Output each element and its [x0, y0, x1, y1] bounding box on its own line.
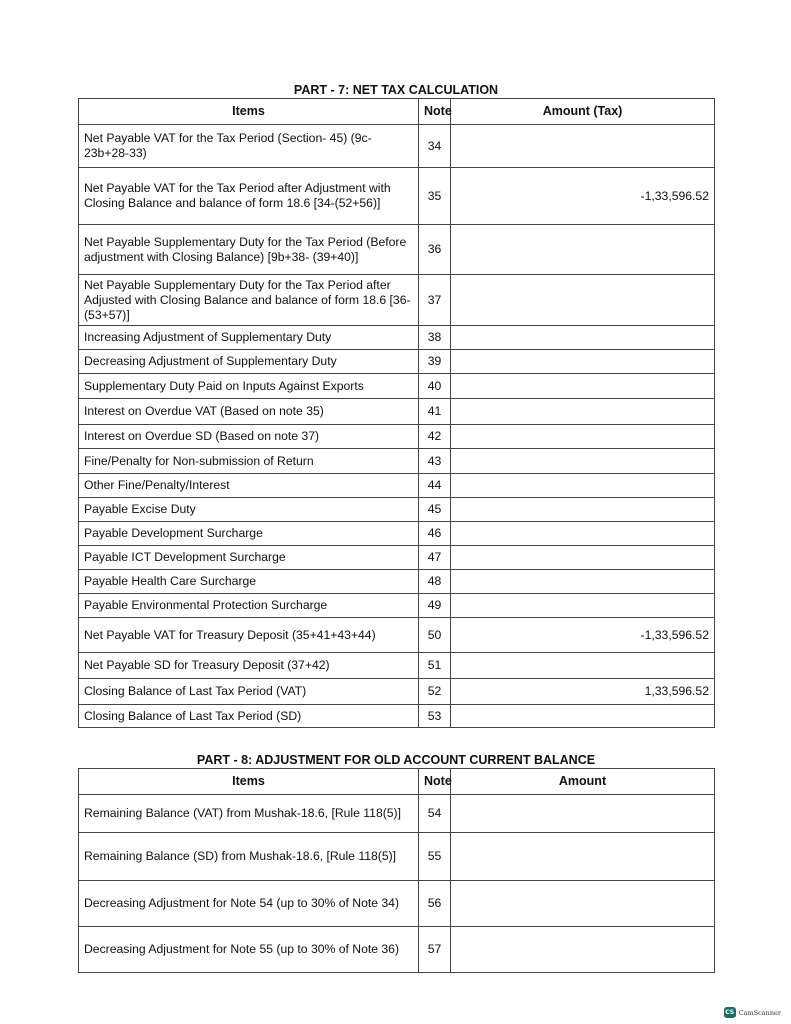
- net-tax-calculation-table: [78, 98, 715, 728]
- table-row: [79, 425, 715, 449]
- note-number: 46: [419, 522, 451, 546]
- note-number: 42: [419, 425, 451, 449]
- item-label: Decreasing Adjustment for Note 54 (up to 30% of Note 34): [79, 881, 419, 927]
- note-number: 45: [419, 498, 451, 522]
- amount-cell[interactable]: [451, 705, 715, 728]
- table-row: [79, 679, 715, 705]
- amount-cell[interactable]: [451, 125, 715, 168]
- amount-cell[interactable]: [451, 594, 715, 618]
- table-row: [79, 833, 715, 881]
- amount-cell[interactable]: [451, 881, 715, 927]
- table-row: [79, 168, 715, 225]
- item-label: Other Fine/Penalty/Interest: [79, 474, 419, 498]
- note-number: 52: [419, 679, 451, 705]
- table-row: [79, 522, 715, 546]
- note-number: 49: [419, 594, 451, 618]
- table-row: [79, 498, 715, 522]
- amount-cell[interactable]: [451, 399, 715, 425]
- amount-cell[interactable]: [451, 570, 715, 594]
- table-row: [79, 449, 715, 474]
- item-label: Net Payable SD for Treasury Deposit (37+42): [79, 653, 419, 679]
- table-row: [79, 570, 715, 594]
- part7-title: PART - 7: NET TAX CALCULATION: [293, 83, 499, 97]
- amount-cell[interactable]: [451, 795, 715, 833]
- note-number: 44: [419, 474, 451, 498]
- amount-cell[interactable]: [451, 225, 715, 275]
- amount-cell[interactable]: [451, 498, 715, 522]
- camscanner-label: CamScanner: [738, 1008, 781, 1017]
- note-number: 41: [419, 399, 451, 425]
- item-label: Increasing Adjustment of Supplementary Duty: [79, 326, 419, 350]
- table-row: [79, 795, 715, 833]
- item-label: Payable ICT Development Surcharge: [79, 546, 419, 570]
- amount-header: Amount: [451, 769, 715, 795]
- table-row: [79, 546, 715, 570]
- note-number: 36: [419, 225, 451, 275]
- note-number: 39: [419, 350, 451, 374]
- note-number: 56: [419, 881, 451, 927]
- note-number: 48: [419, 570, 451, 594]
- amount-cell[interactable]: [451, 275, 715, 326]
- note-number: 47: [419, 546, 451, 570]
- amount-cell[interactable]: [451, 833, 715, 881]
- table-row: [79, 881, 715, 927]
- note-number: 51: [419, 653, 451, 679]
- table-row: [79, 474, 715, 498]
- items-header: Items: [79, 99, 419, 125]
- table-row: [79, 374, 715, 399]
- item-label: Net Payable Supplementary Duty for the Tax Period after Adjusted with Closing Balance and balance of form 18.6 [36-(53+57)]: [79, 275, 419, 326]
- note-number: 38: [419, 326, 451, 350]
- item-label: Interest on Overdue VAT (Based on note 35): [79, 399, 419, 425]
- items-header: Items: [79, 769, 419, 795]
- item-label: Net Payable VAT for the Tax Period (Section- 45) (9c-23b+28-33): [79, 125, 419, 168]
- item-label: Supplementary Duty Paid on Inputs Against Exports: [79, 374, 419, 399]
- note-header: Note: [419, 99, 451, 125]
- camscanner-watermark: [724, 1007, 781, 1018]
- note-number: 53: [419, 705, 451, 728]
- part8-title: PART - 8: ADJUSTMENT FOR OLD ACCOUNT CURRENT BALANCE: [196, 753, 596, 767]
- table-row: [79, 399, 715, 425]
- old-account-adjustment-table: [78, 768, 715, 973]
- table-row: [79, 618, 715, 653]
- amount-cell[interactable]: 1,33,596.52: [451, 679, 715, 705]
- item-label: Decreasing Adjustment of Supplementary Duty: [79, 350, 419, 374]
- item-label: Payable Development Surcharge: [79, 522, 419, 546]
- amount-cell[interactable]: [451, 350, 715, 374]
- note-number: 43: [419, 449, 451, 474]
- note-number: 37: [419, 275, 451, 326]
- item-label: Remaining Balance (SD) from Mushak-18.6, [Rule 118(5)]: [79, 833, 419, 881]
- item-label: Net Payable VAT for Treasury Deposit (35+41+43+44): [79, 618, 419, 653]
- item-label: Fine/Penalty for Non-submission of Return: [79, 449, 419, 474]
- note-number: 40: [419, 374, 451, 399]
- item-label: Decreasing Adjustment for Note 55 (up to 30% of Note 36): [79, 927, 419, 973]
- item-label: Payable Environmental Protection Surcharge: [79, 594, 419, 618]
- item-label: Remaining Balance (VAT) from Mushak-18.6, [Rule 118(5)]: [79, 795, 419, 833]
- table-row: [79, 594, 715, 618]
- table-row: [79, 326, 715, 350]
- table-row: [79, 225, 715, 275]
- amount-cell[interactable]: [451, 546, 715, 570]
- item-label: Payable Excise Duty: [79, 498, 419, 522]
- note-number: 57: [419, 927, 451, 973]
- item-label: Interest on Overdue SD (Based on note 37): [79, 425, 419, 449]
- note-number: 35: [419, 168, 451, 225]
- camscanner-logo-icon: CS: [725, 1009, 735, 1016]
- table-row: [79, 653, 715, 679]
- note-number: 34: [419, 125, 451, 168]
- table-row: [79, 275, 715, 326]
- amount-cell[interactable]: [451, 326, 715, 350]
- amount-cell[interactable]: [451, 449, 715, 474]
- item-label: Closing Balance of Last Tax Period (VAT): [79, 679, 419, 705]
- amount-cell[interactable]: [451, 522, 715, 546]
- table-row: [79, 927, 715, 973]
- item-label: Net Payable VAT for the Tax Period after Adjustment with Closing Balance and balance of form 18.6 [34-(52+56)]: [79, 168, 419, 225]
- amount-cell[interactable]: [451, 374, 715, 399]
- table-row: [79, 125, 715, 168]
- amount-cell[interactable]: [451, 653, 715, 679]
- note-number: 55: [419, 833, 451, 881]
- table-row: [79, 705, 715, 728]
- amount-cell[interactable]: -1,33,596.52: [451, 168, 715, 225]
- amount-cell[interactable]: [451, 425, 715, 449]
- item-label: Net Payable Supplementary Duty for the Tax Period (Before adjustment with Closing Balance) [9b+38- (39+40)]: [79, 225, 419, 275]
- table-row: [79, 350, 715, 374]
- note-number: 54: [419, 795, 451, 833]
- note-header: Note: [419, 769, 451, 795]
- amount-header: Amount (Tax): [451, 99, 715, 125]
- item-label: Closing Balance of Last Tax Period (SD): [79, 705, 419, 728]
- amount-cell[interactable]: [451, 474, 715, 498]
- note-number: 50: [419, 618, 451, 653]
- amount-cell[interactable]: [451, 927, 715, 973]
- item-label: Payable Health Care Surcharge: [79, 570, 419, 594]
- amount-cell[interactable]: -1,33,596.52: [451, 618, 715, 653]
